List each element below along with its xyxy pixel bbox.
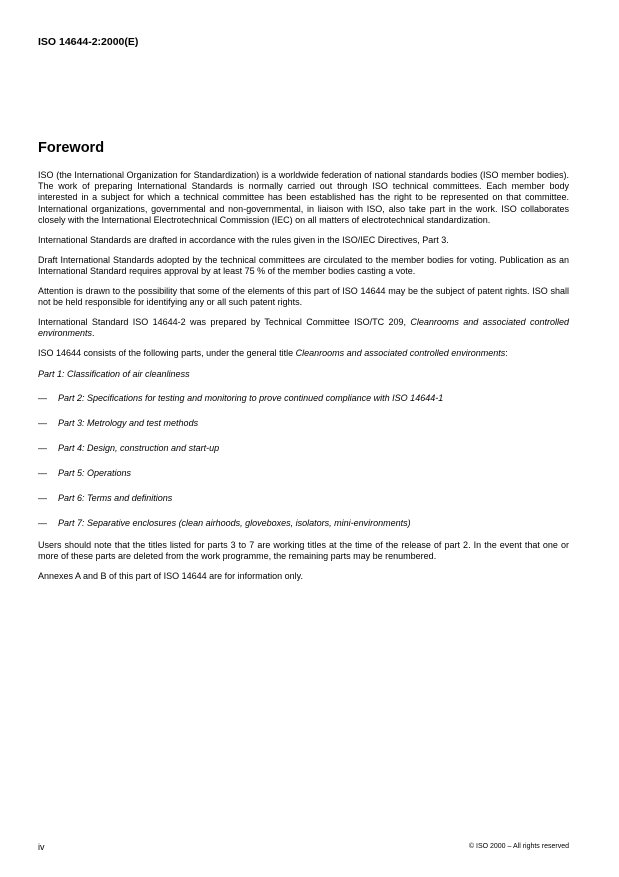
parts-list [38, 393, 569, 529]
foreword-title: Foreword [38, 140, 105, 156]
list-item [38, 418, 569, 429]
parts-intro-lead: ISO 14644 consists of the following parts, under the general title [38, 348, 296, 359]
part-title: Part 4: Design, construction and start-up [58, 443, 220, 454]
list-dash: — [38, 418, 47, 429]
list-dash: — [38, 517, 47, 528]
list-item [38, 468, 569, 479]
paragraph-parts-intro [38, 348, 569, 359]
part-1-title: Part 1: Classification of air cleanliness [38, 369, 190, 380]
part-title: Part 3: Metrology and test methods [58, 418, 199, 429]
part-title: Part 7: Separative enclosures (clean airhoods, gloveboxes, isolators, mini-environments) [58, 517, 411, 528]
list-dash: — [38, 492, 47, 503]
prepared-by-committee-title: Cleanrooms and associated controlled environments [38, 317, 569, 339]
prepared-by-lead: International Standard ISO 14644-2 was prepared by Technical Committee ISO/TC 209, [38, 317, 411, 328]
list-dash: — [38, 443, 47, 454]
list-item [38, 393, 569, 404]
list-item [38, 493, 569, 504]
paragraph-working-titles: Users should note that the titles listed for parts 3 to 7 are working titles at the time of the release of part 2. In the event that one or more of these parts are deleted from the work programme, the remaining parts may be renumbered. [38, 539, 569, 562]
paragraph-patent-rights: Attention is drawn to the possibility that some of the elements of this part of ISO 14644 may be the subject of patent rights. ISO shall not be held responsible for identifying any or all such patent rights. [38, 286, 569, 308]
list-item [38, 518, 569, 529]
paragraph-annexes: Annexes A and B of this part of ISO 14644 are for information only. [38, 571, 303, 582]
paragraph-iso-overview: ISO (the International Organization for Standardization) is a worldwide federation of national standards bodies (ISO member bodies). The work of preparing International Standards is normally carried out through ISO technical committees. Each member body interested in a subject for which a technical committee has been established has the right to be represented on that committee. International organizations, governmental and non-governmental, in liaison with ISO, also take part in the work. ISO collaborates closely with the International Electrotechnical Commission (IEC) on all matters of electrotechnical standardization. [38, 170, 569, 225]
prepared-by-end: . [92, 328, 95, 339]
paragraph-prepared-by [38, 317, 569, 339]
document-header: ISO 14644-2:2000(E) [38, 36, 139, 48]
foreword-section [38, 140, 569, 591]
part-title: Part 2: Specifications for testing and monitoring to prove continued compliance with ISO 14644-1 [58, 393, 444, 404]
part-title: Part 5: Operations [58, 468, 132, 478]
list-dash: — [38, 393, 47, 404]
parts-intro-general-title: Cleanrooms and associated controlled environments [295, 348, 506, 359]
part-title: Part 6: Terms and definitions [58, 492, 173, 503]
paragraph-drafting-rules: International Standards are drafted in accordance with the rules given in the ISO/IEC Directives, Part 3. [38, 234, 449, 245]
list-dash: — [38, 468, 47, 478]
list-item [38, 443, 569, 454]
paragraph-voting: Draft International Standards adopted by the technical committees are circulated to the member bodies for voting. Publication as an International Standard requires approval by at least 75 % of the member bodies casting a vote. [38, 254, 569, 277]
copyright-notice: © ISO 2000 – All rights reserved [468, 843, 569, 850]
parts-intro-end: : [505, 348, 508, 359]
page-number: iv [38, 842, 45, 852]
